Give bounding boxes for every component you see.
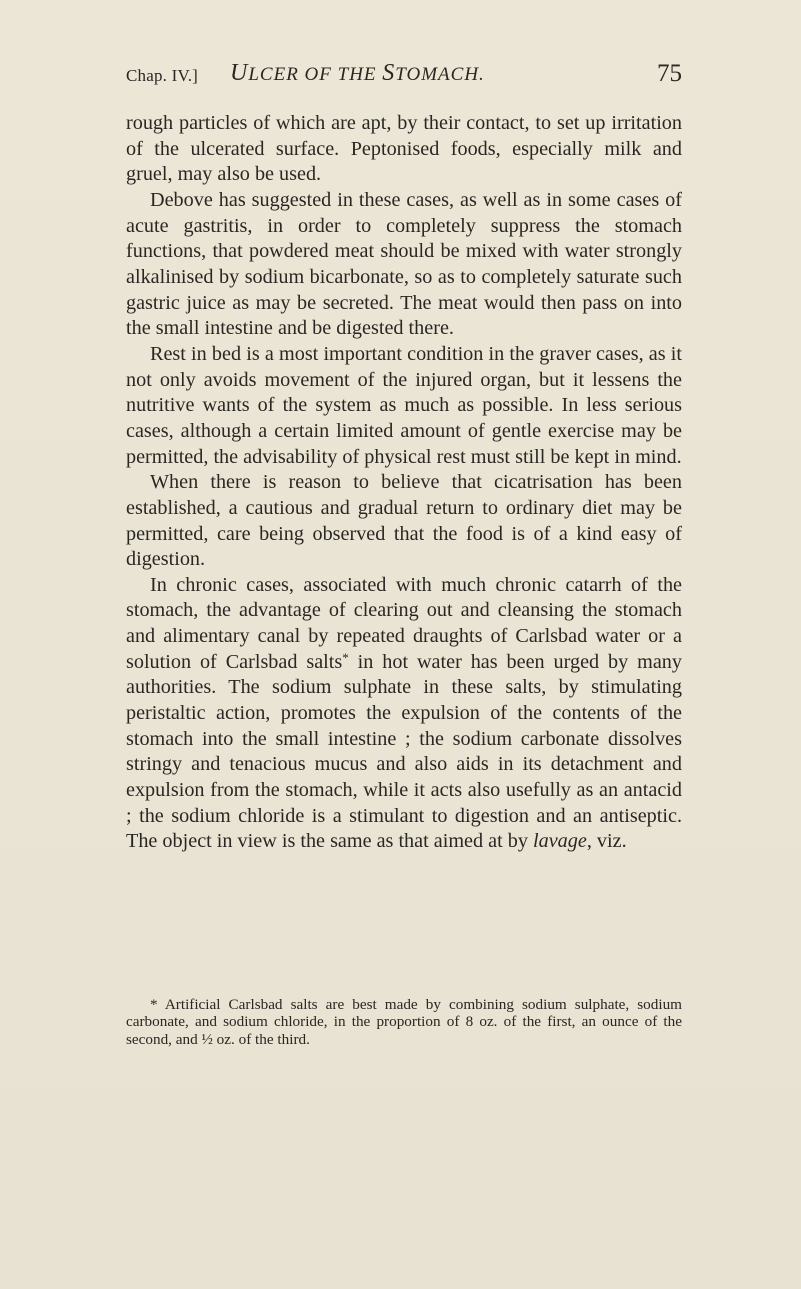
chapter-label: Chap. IV.]	[126, 66, 199, 85]
paragraph-5	[126, 573, 682, 855]
title-part-3: S	[382, 60, 396, 86]
running-title	[230, 60, 485, 87]
paragraph-2: Debove has suggested in these cases, as well as in some cases of acute gastritis, in order to completely suppress the stomach functions, that powdered meat should be mixed with water strongly alkalinised by sodium bicarbonate, so as to completely saturate such gastric juice as may be secreted. The meat would then pass on into the small intestine and be digested there.	[126, 188, 682, 340]
title-part-4: TOMACH.	[395, 64, 485, 85]
page-number: 75	[657, 60, 682, 87]
title-part-2: LCER OF THE	[248, 64, 383, 85]
running-header	[126, 60, 682, 92]
title-part-1: U	[230, 60, 249, 86]
italic-term-lavage: lavage	[533, 830, 587, 853]
body-text	[126, 111, 682, 855]
footnote-text: * Artificial Carlsbad salts are best made by combining sodium sulphate, sodium carbonate, and sodium chloride, in the proportion of 8 oz. of the first, an ounce of the second, and ½ oz. of the third.	[126, 996, 682, 1048]
footnote	[126, 996, 682, 1048]
paragraph-3: Rest in bed is a most important condition in the graver cases, as it not only avoids movement of the injured organ, but it lessens the nutritive wants of the system as much as possible. In less serious cases, although a certain limited amount of gentle exercise may be permitted, the advisability of physical rest must still be kept in mind.	[126, 342, 682, 468]
paragraph-5-end: , viz.	[586, 830, 627, 853]
paragraph-1: rough particles of which are apt, by their contact, to set up irritation of the ulcerated surface. Peptonised foods, especially milk and gruel, may also be used.	[126, 112, 682, 186]
paragraph-5-part-2: in hot water has been urged by many authorities. The sodium sulphate in these salts, by stimulating peristaltic action, promotes the expulsion of the contents of the stomach into the small intestine ; the sodium carbonate dissolves stringy and tenacious mucus and also aids in its detachment and expulsion from the stomach, while it acts also usefully as an antacid ; the sodium chloride is a stimulant to digestion and an antiseptic. The object in view is the same as that aimed at by	[126, 650, 682, 853]
paragraph-4: When there is reason to believe that cicatrisation has been established, a cautious and gradual return to ordinary diet may be permitted, care being observed that the food is of a kind easy of digestion.	[126, 471, 682, 571]
paragraph-5-part-1: In chronic cases, associated with much chronic catarrh of the stomach, the advantage of clearing out and cleansing the stomach and alimentary canal by repeated draughts of Carlsbad water or a solution of Carlsbad salts	[126, 573, 682, 673]
footnote-mark: *	[342, 649, 349, 665]
